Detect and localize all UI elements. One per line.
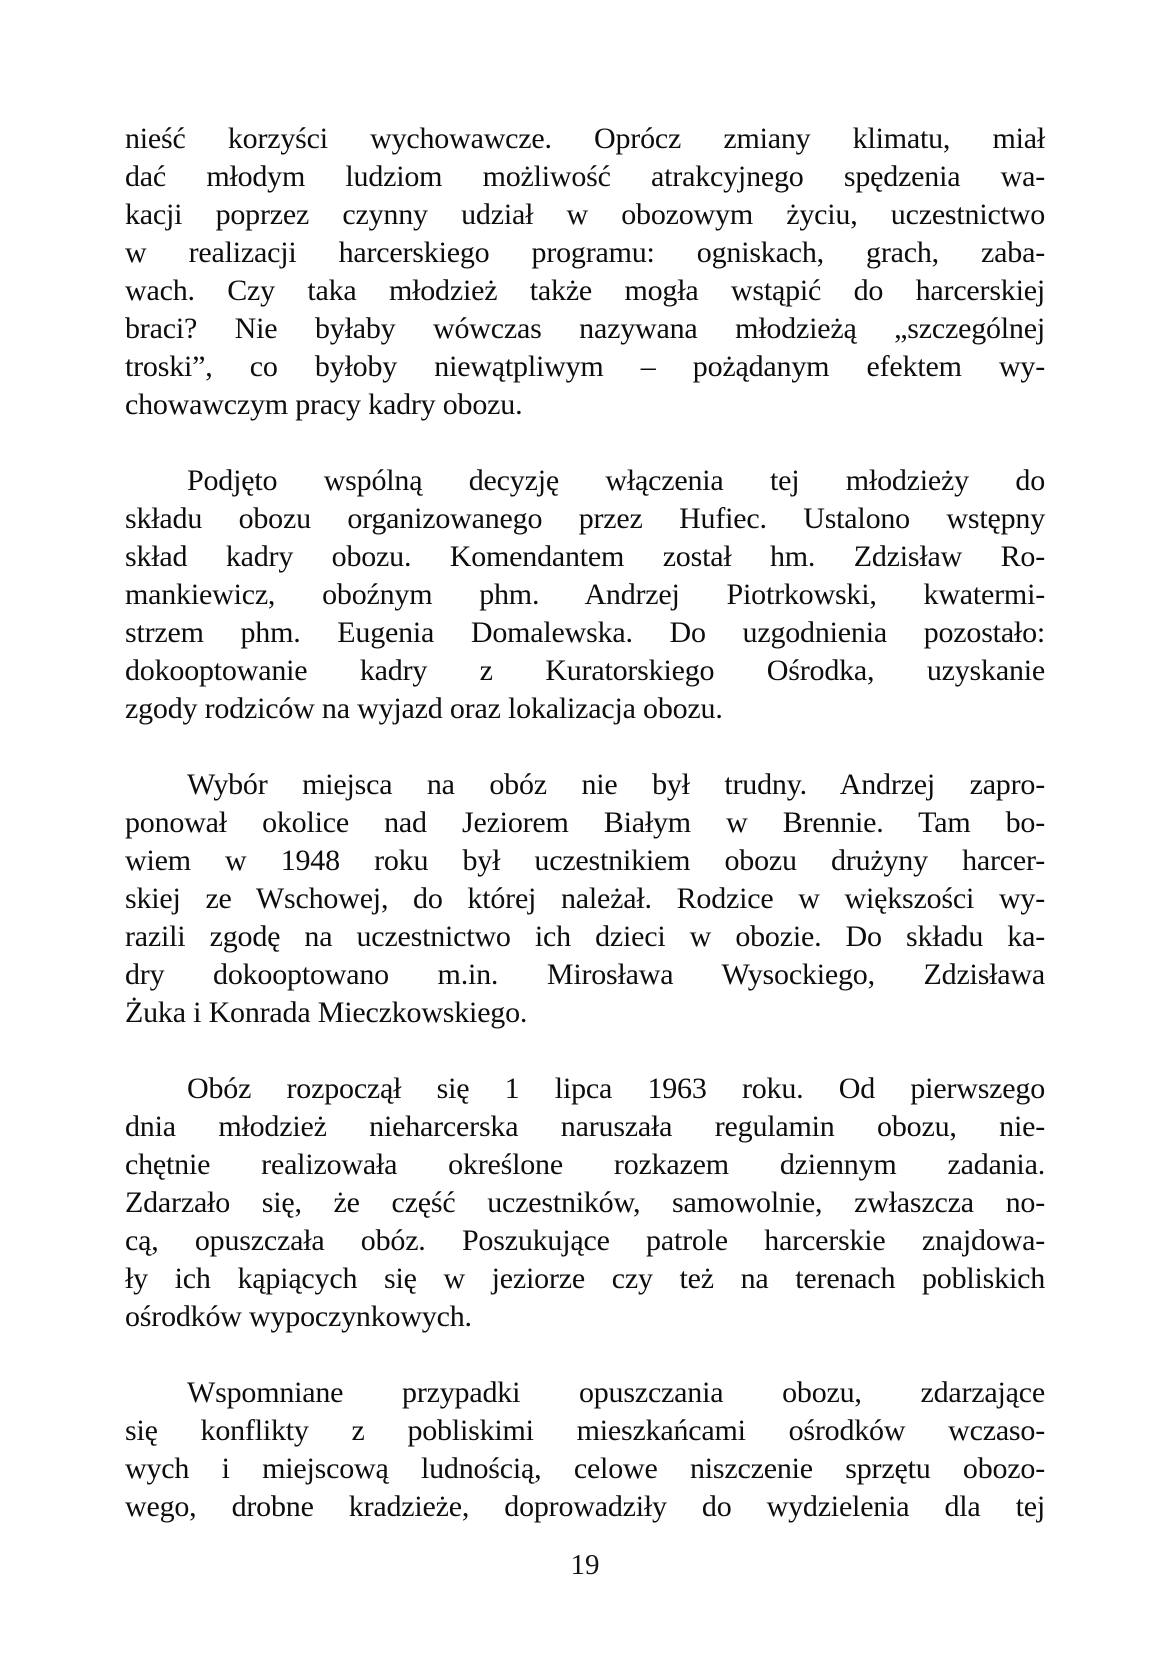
text-line: Podjęto wspólną decyzję włączenia tej młodzieży do xyxy=(187,464,1045,497)
text-line: wiem w 1948 roku był uczestnikiem obozu drużyny harcer- xyxy=(125,844,1045,877)
text-line: kacji poprzez czynny udział w obozowym życiu, uczestnictwo xyxy=(125,198,1045,231)
text-line: w realizacji harcerskiego programu: ogniskach, grach, zaba- xyxy=(125,236,1045,269)
text-line: nieść korzyści wychowawcze. Oprócz zmiany klimatu, miał xyxy=(125,122,1045,155)
text-line: Żuka i Konrada Mieczkowskiego. xyxy=(125,996,528,1029)
paragraph xyxy=(125,1070,1045,1336)
paragraph xyxy=(125,766,1045,1032)
text-line: mankiewicz, oboźnym phm. Andrzej Piotrkowski, kwatermi- xyxy=(125,578,1045,611)
text-line: cą, opuszczała obóz. Poszukujące patrole harcerskie znajdowa- xyxy=(125,1224,1045,1257)
text-line: wach. Czy taka młodzież także mogła wstąpić do harcerskiej xyxy=(125,274,1045,307)
text-line: dnia młodzież nieharcerska naruszała regulamin obozu, nie- xyxy=(125,1110,1045,1143)
paragraph xyxy=(125,120,1045,424)
text-line: dać młodym ludziom możliwość atrakcyjnego spędzenia wa- xyxy=(125,160,1045,193)
text-line: troski”, co byłoby niewątpliwym – pożądanym efektem wy- xyxy=(125,350,1045,383)
text-line: ponował okolice nad Jeziorem Białym w Brennie. Tam bo- xyxy=(125,806,1045,839)
text-line: składu obozu organizowanego przez Hufiec. Ustalono wstępny xyxy=(125,502,1045,535)
text-line: Obóz rozpoczął się 1 lipca 1963 roku. Od pierwszego xyxy=(187,1072,1045,1105)
text-line: strzem phm. Eugenia Domalewska. Do uzgodnienia pozostało: xyxy=(125,616,1045,649)
text-line: wych i miejscową ludnością, celowe niszczenie sprzętu obozo- xyxy=(125,1452,1045,1485)
text-line: chętnie realizowała określone rozkazem dziennym zadania. xyxy=(125,1148,1045,1181)
text-line: dry dokooptowano m.in. Mirosława Wysockiego, Zdzisława xyxy=(125,958,1045,991)
text-line: wego, drobne kradzieże, doprowadziły do wydzielenia dla tej xyxy=(125,1490,1045,1523)
text-line: braci? Nie byłaby wówczas nazywana młodzieżą „szczególnej xyxy=(125,312,1045,345)
text-line: chowawczym pracy kadry obozu. xyxy=(125,388,523,421)
text-line: Wspomniane przypadki opuszczania obozu, zdarzające xyxy=(187,1376,1045,1409)
text-line: ośrodków wypoczynkowych. xyxy=(125,1300,472,1333)
page-text-block xyxy=(125,120,1045,1526)
text-line: ły ich kąpiących się w jeziorze czy też na terenach pobliskich xyxy=(125,1262,1045,1295)
text-line: Zdarzało się, że część uczestników, samowolnie, zwłaszcza no- xyxy=(125,1186,1045,1219)
paragraph xyxy=(125,1374,1045,1526)
text-line: się konflikty z pobliskimi mieszkańcami ośrodków wczaso- xyxy=(125,1414,1045,1447)
text-line: skład kadry obozu. Komendantem został hm. Zdzisław Ro- xyxy=(125,540,1045,573)
paragraph xyxy=(125,462,1045,728)
text-line: razili zgodę na uczestnictwo ich dzieci w obozie. Do składu ka- xyxy=(125,920,1045,953)
text-line: Wybór miejsca na obóz nie był trudny. Andrzej zapro- xyxy=(187,768,1045,801)
text-line: dokooptowanie kadry z Kuratorskiego Ośrodka, uzyskanie xyxy=(125,654,1045,687)
text-line: skiej ze Wschowej, do której należał. Rodzice w większości wy- xyxy=(125,882,1045,915)
text-line: zgody rodziców na wyjazd oraz lokalizacja obozu. xyxy=(125,692,723,725)
page-number: 19 xyxy=(570,1549,600,1581)
